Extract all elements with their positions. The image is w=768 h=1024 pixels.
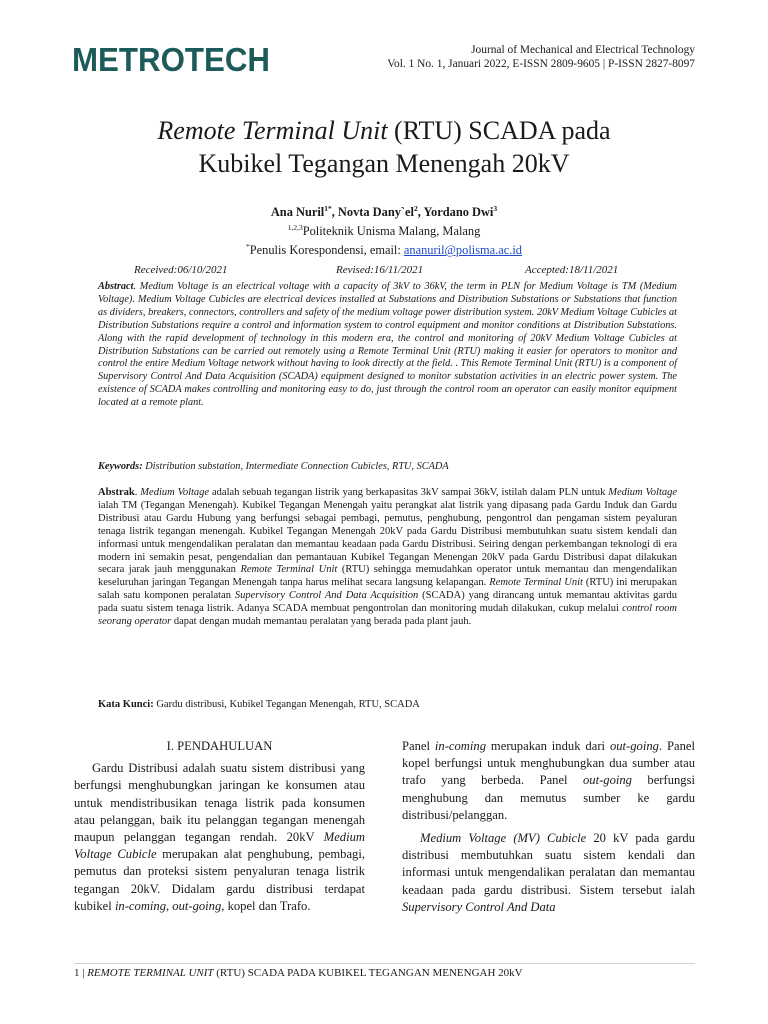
author-3: Yordano Dwi [423, 205, 494, 220]
journal-name: Journal of Mechanical and Electrical Technology [471, 44, 695, 56]
email-link[interactable]: ananuril@polisma.ac.id [403, 243, 522, 258]
body-text: Gardu Distribusi adalah suatu sistem distribusi yang berfungsi menghubungkan jaringan ke konsumen atau untuk mendistribusikan tenaga listrik pada konsumen atau pelanggan, baik itu pelanggan tegangan menengah maupun pelanggan tegangan rendah. 20kV [74, 761, 365, 845]
abstract-text: . Medium Voltage is an electrical voltage with a capacity of 3kV to 36kV, the term in PLN for Medium Voltage is TM (Medium Voltage). Medium Voltage Cubicles are electrical devices installed at Substations and Distribution Substations or Substations that function as dividers, breakers, connectors, controllers and safety of the medium voltage power distribution system. 20kV Medium Voltage Cubicles at Distribution Substations require a control and information system to control equipment and monitor conditions at Distribution Substations. Along with the rapid development of technology in this modern era, the control and monitoring of 20kV Medium Voltage Cubicles at Distribution Substations can be carried out remotely using a Remote Terminal Unit (RTU) making it easier for operators to monitor and control the entire Medium Voltage network without having to look directly at the field. . This Remote Terminal Unit (RTU) is a component of Supervisory Control And Data Acquisition (SCADA) equipment designed to monitor substation activities in an electric power system. The existence of SCADA makes controlling and monitoring easy to do, just through the control room an operator can easily monitor equipment located at a remote plant. [98, 281, 677, 409]
correspondence-label: Penulis Korespondensi, email: [249, 243, 404, 258]
body-paragraph [74, 760, 365, 915]
abstrak-italic: Remote Terminal Unit [489, 577, 583, 589]
keywords-en [98, 460, 677, 473]
abstrak-text: (SCADA) yang dirancang untuk memantau aktivitas gardu pada suatu sistem tenaga listrik. Adanya SCADA membuat pengontrolan dan monitoring mudah dilakukan, cukup melalui [98, 590, 677, 615]
footer-divider [74, 963, 695, 964]
body-text: Panel [402, 739, 435, 753]
title-line2: Kubikel Tegangan Menengah 20kV [198, 149, 570, 178]
affiliation-text: Politeknik Unisma Malang, Malang [302, 224, 481, 239]
body-italic: Supervisory Control And Data [402, 899, 556, 914]
title-line1-rest: (RTU) SCADA pada [387, 116, 611, 145]
author-1-sup: 1* [324, 204, 332, 213]
right-column [402, 738, 695, 916]
abstrak-id [98, 487, 677, 629]
body-text: . Panel kopel berfungsi untuk menghubungkan dua sumber atau trafo yang berbeda. Panel [402, 739, 695, 788]
body-text: berfungsi menghubung dan memutus sumber ke gardu distribusi/pelanggan. [402, 773, 695, 822]
section-heading: I. PENDAHULUAN [166, 739, 273, 753]
keywords-label: Keywords: [98, 461, 143, 472]
abstrak-label: Abstrak [98, 487, 135, 498]
abstrak-text: (RTU) ini merupakan salah satu komponen peralatan [98, 577, 677, 602]
author-3-sup: 3 [493, 204, 498, 213]
author-2: Novta Dany`el [337, 205, 414, 220]
page-number: 1 [74, 967, 80, 979]
journal-logo [72, 41, 272, 75]
journal-header [387, 43, 695, 71]
abstrak-text: ialah TM (Tegangan Menengah). Kubikel Tegangan Menengah yaitu perangkat alat listrik yang dipasang pada Gardu Induk dan Gardu Distribusi atau Gardu Hubung yang berfungsi sebagai pembagi, pemutus, penghubung, pengontrol dan pengaman sistem peyaluran tenaga listrik tegangan menengah. Kubikel Tegangan Menengah 20kV pada Gardu Distribusi membutuhkan suatu sistem kendali dan informasi untuk mengendalikan peralatan dan memantau keadaan pada Gardu Distribusi. Seiring dengan perkembangan teknologi di era modern ini semakin pesat, pengendalian dan pemantauan Kubikel Tegangan Menengan 20kV pada Gardu Distribusi dapat dilakukan secara jarak jauh menggunakan [98, 499, 677, 576]
body-text: merupakan induk dari [486, 739, 610, 753]
logo-text: METROTECH [72, 41, 270, 75]
body-paragraph [402, 738, 695, 824]
keywords-text: Distribution substation, Intermediate Connection Cubicles, RTU, SCADA [142, 461, 449, 472]
left-column [74, 738, 365, 915]
author-sep: , [417, 205, 424, 220]
correspondence [60, 239, 708, 258]
author-block [60, 201, 708, 258]
revised-date: Revised:16/11/2021 [336, 264, 424, 276]
author-2-sup: 2 [413, 204, 418, 213]
abstract-label: Abstract [98, 281, 134, 292]
accepted-date: Accepted:18/11/2021 [525, 264, 619, 276]
abstrak-italic: Medium Voltage [608, 487, 678, 498]
body-italic: in-coming [434, 739, 486, 753]
abstrak-text: (RTU) sehingga memudahkan operator untuk memantau dan mengendalikan keseluruhan jaringan Tegangan Menengah tanpa harus melihat secara langsung kelapangan. [98, 564, 677, 589]
author-names [60, 201, 708, 220]
body-italic: out-going [583, 773, 632, 788]
kata-kunci [98, 698, 677, 711]
body-paragraph [402, 830, 695, 916]
body-italic: Medium Voltage (MV) Cubicle [420, 831, 587, 846]
affiliation-sup: 1,2,3 [287, 223, 303, 233]
author-sep: , [331, 205, 338, 220]
title-italic: Remote Terminal Unit [157, 116, 388, 145]
body-italic: out-going [609, 739, 659, 753]
footer-italic: REMOTE TERMINAL UNIT [87, 967, 214, 979]
author-1: Ana Nuril [270, 205, 325, 220]
paper-title [60, 114, 708, 180]
page-footer [74, 966, 523, 980]
body-text: merupakan alat penghubung, pembagi, pemutus dan proteksi sistem penyaluran tenaga listrik tegangan 20kV. Didalam gardu distribusi terdapat kubikel [74, 847, 365, 913]
kata-kunci-text: Gardu distribusi, Kubikel Tegangan Menengah, RTU, SCADA [153, 699, 420, 710]
abstract-en [98, 281, 677, 410]
body-italic: in-coming, out-going, [114, 898, 225, 913]
correspondence-sup: * [245, 242, 250, 252]
abstrak-italic: Remote Terminal Unit [240, 564, 338, 576]
journal-issue: Vol. 1 No. 1, Januari 2022, E-ISSN 2809-9605 | P-ISSN 2827-8097 [387, 58, 695, 70]
body-text: 20 kV pada gardu distribusi membutuhkan suatu sistem kendali dan informasi untuk mengendalikan peralatan dan memantau keadaan pada gardu distribusi. Sistem tersebut ialah [402, 831, 695, 897]
abstrak-italic: Supervisory Control And Data Acquisition [234, 590, 419, 602]
abstrak-text: adalah sebuah tegangan listrik yang berkapasitas 3kV sampai 36kV, istilah dalam PLN untuk [209, 487, 609, 498]
abstrak-text: dapat dengan mudah memantau peralatan yang berada pada plant jauh. [171, 616, 472, 628]
abstrak-italic: Medium Voltage [140, 487, 210, 498]
body-italic: Medium Voltage Cubicle [74, 830, 365, 862]
abstrak-text: . [134, 487, 141, 498]
footer-title: (RTU) SCADA PADA KUBIKEL TEGANGAN MENENGAH 20kV [213, 967, 523, 979]
abstrak-italic: control room seorang operator [98, 603, 677, 628]
footer-separator: | [79, 967, 88, 979]
received-date: Received:06/10/2021 [134, 264, 228, 276]
kata-kunci-label: Kata Kunci: [98, 699, 154, 710]
affiliation [60, 220, 708, 239]
body-text: kopel dan Trafo. [224, 898, 311, 913]
